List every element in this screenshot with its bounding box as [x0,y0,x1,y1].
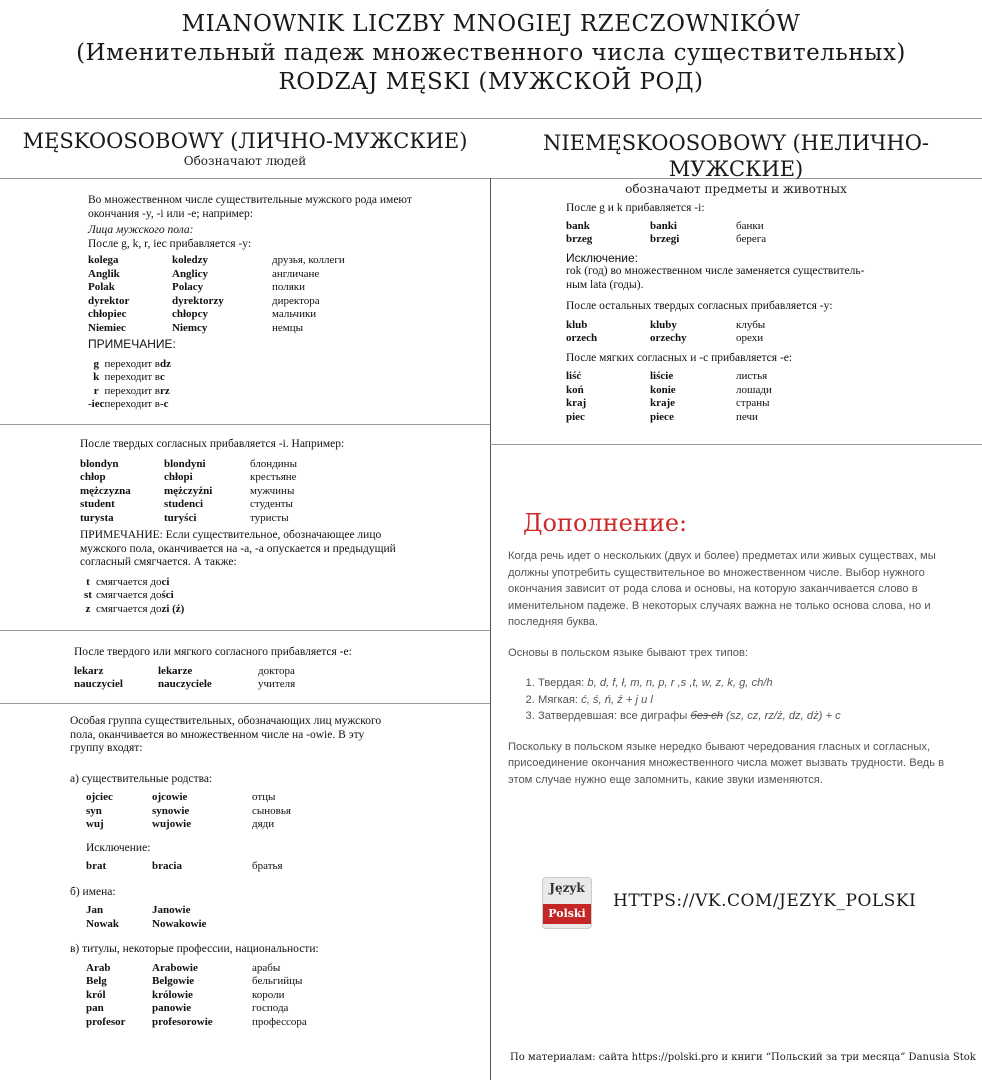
exception-label: Исключение: [566,250,639,265]
table-row [80,485,390,499]
table-row [80,512,390,526]
exception-label: Исключение: [86,841,151,854]
section-rule: После твердого или мягкого согласного прибавляется -e: [74,646,352,658]
singular-word: pan [86,1002,104,1014]
translation: доктора [258,664,295,677]
plural-word: studenci [164,498,204,510]
translation: мужчины [250,484,295,497]
translation: берега [736,233,767,245]
plural-word: synowie [152,804,190,817]
singular-word: ojciec [86,791,113,803]
section-owie-ending [70,715,400,1032]
table-row [80,603,184,617]
singular-word: brzeg [566,233,593,245]
translation: туристы [250,511,289,524]
translation: сыновья [252,804,291,817]
plural-word: kraje [650,397,676,409]
table-row [80,589,184,603]
divider [0,703,490,704]
plural-word: Belgowie [152,975,195,987]
column-divider [490,178,491,1080]
translation: мальчики [272,308,317,320]
plural-word: Arabowie [152,961,198,974]
section-e-ending [74,646,414,695]
addition-section [508,508,968,802]
sound-to: c [160,371,165,383]
plural-word: Janowie [152,904,191,916]
singular-word: orzech [566,332,598,344]
section-rule: После остальных твердых согласных прибавляется -y: [566,300,833,312]
stem-types-list [508,675,968,725]
table-row [74,678,398,692]
sound-change: переходит в [104,371,160,383]
plural-word: koledzy [172,254,209,266]
addition-paragraph: Основы в польском языке бывают трех типов: [508,646,749,659]
sound-from: st [84,589,92,601]
translation: отцы [252,791,276,803]
translation: поляки [272,281,306,293]
plural-word: konie [650,383,676,396]
table-row [566,411,856,425]
list-item: 3. Затвердевшая: все диграфы без ch (sz, cz, rz/ż, dz, dż) + c [538,708,968,725]
sound-change: переходит в [104,357,160,370]
table-row [88,295,412,309]
singular-word: Belg [86,975,107,987]
table-row [566,220,856,234]
table-row [88,398,171,412]
group-label: а) существительные родства: [70,772,213,785]
sound-change-table [80,576,184,617]
left-title: MĘSKOOSOBOWY (ЛИЧНО-МУЖСКИЕ) [22,129,468,153]
singular-word: profesor [86,1015,126,1028]
table-row [88,281,412,295]
plural-word: kluby [650,318,677,331]
right-subtitle: обозначают предметы и животных [625,182,847,196]
table-row [88,254,412,268]
section-italic-label: Лица мужского пола: [88,224,194,236]
section-y-ending [88,194,418,415]
singular-word: chłop [80,471,106,483]
singular-word: chłopiec [88,308,127,320]
singular-word: Nowak [86,917,120,930]
sound-change-table [88,358,171,412]
singular-word: syn [86,804,102,817]
table-row [86,860,372,874]
section-rule: После мягких согласных и -c прибавляется -e: [566,351,793,364]
singular-word: klub [566,318,588,331]
footer-source: По материалам: сайта https://polski.pro и книги “Польский за три месяца” Danusia Stok [510,1052,976,1063]
singular-word: blondyn [80,457,119,470]
sound-from: g [93,357,99,370]
table-row [80,458,390,472]
plural-word: dyrektorzy [172,294,224,307]
singular-word: Polak [88,281,115,293]
plural-word: ojcowie [152,791,188,803]
plural-word: banki [650,219,677,232]
table-row [86,791,372,805]
translation: друзья, коллеги [272,254,345,266]
word-table [86,962,372,1030]
sound-from: -iec [88,398,105,410]
singular-word: mężczyzna [80,484,131,497]
header-title-russian: (Именительный падеж множественного числа существительных) [76,40,906,66]
section-i-ending [80,438,420,619]
left-subtitle: Обозначают людей [183,154,307,168]
sound-change: переходит в [104,398,160,410]
singular-word: student [80,498,115,510]
plural-word: lekarze [158,664,193,677]
jezyk-polski-logo: Język Polski [542,877,592,929]
translation: орехи [736,332,764,344]
divider [0,118,982,119]
sound-to: ści [161,589,174,601]
table-row [566,370,856,384]
table-row [86,918,372,932]
plural-word: Nowakowie [152,917,207,930]
plural-word: nauczyciele [158,678,212,690]
translation: клубы [736,318,766,331]
singular-word: nauczyciel [74,678,123,690]
table-row [566,233,856,247]
plural-word: liście [650,370,674,382]
translation: господа [252,1002,289,1014]
addition-paragraph: Когда речь идет о нескольких (двух и более) предметах или живых существах, мы должны употребить существительное во множественном числе. Выбор нужного окончания зависит от рода слова и основы, на которую заканчивается слово в именительном падеже. В некоторых случаях важна не только основа слова, но и последняя буква. [508,550,936,628]
word-table [566,370,856,424]
singular-word: brat [86,860,107,872]
singular-word: piec [566,410,585,423]
table-row [88,358,171,372]
exception-text: rok (год) во множественном числе заменяется существитель-ным lata (годы). [566,265,865,291]
table-row [88,385,171,399]
plural-word: piece [650,410,674,423]
word-table [566,319,856,346]
table-row [86,1016,372,1030]
sound-from: z [85,602,91,615]
table-row [86,805,372,819]
singular-word: kraj [566,397,587,409]
section-nonpersonal-endings [566,202,886,427]
header-gender: RODZAJ MĘSKI (МУЖСКОЙ РОД) [278,69,704,95]
plural-word: profesorowie [152,1015,213,1028]
note-title: ПРИМЕЧАНИЕ: [88,337,176,351]
right-column-title [490,130,982,196]
header-title-polish: MIANOWNIK LICZBY MNOGIEJ RZECZOWNIKÓW [181,11,801,37]
divider [490,444,982,445]
plural-word: królowie [152,988,193,1001]
vk-link[interactable]: HTTPS://VK.COM/JEZYK_POLSKI [613,891,917,911]
page-header [0,10,982,97]
singular-word: dyrektor [88,294,130,307]
table-row [86,989,372,1003]
translation: студенты [250,498,293,510]
table-row [86,962,372,976]
table-row [566,397,856,411]
addition-title: Дополнение: [523,509,688,537]
singular-word: turysta [80,511,114,524]
plural-word: Polacy [172,281,204,293]
sound-change: переходит в [104,384,160,397]
section-intro: Во множественном числе существительные мужского рода имеют окончания -y, -i или -e; например: [88,194,412,220]
translation: арабы [252,961,281,974]
singular-word: Arab [86,961,111,974]
translation [252,918,372,932]
plural-word: bracia [152,860,182,872]
translation: короли [252,988,285,1001]
group-label: в) титулы, некоторые профессии, национальности: [70,943,319,955]
sound-to: dz [160,357,171,370]
sound-from: k [93,371,100,383]
translation: профессора [252,1015,307,1028]
word-table [86,904,372,931]
group-label: б) имена: [70,885,116,898]
section-intro: Особая группа существительных, обозначающих лиц мужского пола, оканчивается во множественном числе на -owie. В эту группу входят: [70,715,382,754]
translation: крестьяне [250,471,297,483]
translation: англичане [272,267,320,280]
plural-word: wujowie [152,818,192,830]
sound-to: rz [160,384,170,397]
word-table [86,860,372,874]
table-row [80,498,390,512]
table-row [86,818,372,832]
plural-word: mężczyźni [164,484,213,497]
sound-change: смягчается до [96,589,162,601]
translation: бельгийцы [252,975,303,987]
plural-word: blondyni [164,457,206,470]
word-table [566,220,856,247]
table-row [88,308,412,322]
plural-word: Niemcy [172,321,208,334]
plural-word: chłopcy [172,308,209,320]
sound-change: смягчается до [96,602,162,615]
table-row [80,576,184,590]
sound-to: -c [160,398,169,410]
singular-word: Jan [86,904,104,916]
sound-change: смягчается до [96,575,162,588]
translation: страны [736,397,770,409]
addition-paragraph: Поскольку в польском языке нередко бывают чередования гласных и согласных, присоединение окончания множественного числа может вызвать трудности. Ведь в этом случае нужно еще запомнить, какие звуки изменяются. [508,740,945,786]
table-row [86,904,372,918]
word-table [86,791,372,832]
table-row [86,1002,372,1016]
sound-to: ci [161,575,170,588]
table-row [80,471,390,485]
table-row [566,332,856,346]
struck-text: без ch [690,710,723,722]
table-row [74,665,398,679]
list-item: 1. Твердая: b, d, f, ł, m, n, p, r ,s ,t, w, z, k, g, ch/h [538,675,968,692]
singular-word: Anglik [88,267,120,280]
table-row [566,319,856,333]
plural-word: Anglicy [172,267,209,280]
word-table [80,458,390,526]
singular-word: liść [566,370,582,382]
plural-word: panowie [152,1002,192,1014]
table-row [88,371,171,385]
singular-word: koń [566,383,584,396]
singular-word: lekarz [74,664,104,677]
translation: банки [736,219,764,232]
translation: дяди [252,818,275,830]
sound-from: t [86,575,90,588]
singular-word: Niemiec [88,321,126,334]
translation: братья [252,860,283,872]
translation: немцы [272,321,304,334]
right-title: NIEMĘSKOOSOBOWY (НЕЛИЧНО-МУЖСКИЕ) [542,131,930,181]
word-table [88,254,412,335]
table-row [88,322,412,336]
translation: лошади [736,383,772,396]
plural-word: brzegi [650,233,680,245]
translation [252,904,372,918]
sound-to: zi (ź) [161,602,185,615]
section-rule: После g и k прибавляется -i: [566,202,705,214]
word-table [74,665,398,692]
translation: печи [736,410,758,423]
divider [0,424,490,425]
section-rule: После твердых согласных прибавляется -i. Например: [80,438,345,450]
translation: листья [736,370,768,382]
plural-word: turyści [164,511,197,524]
singular-word: król [86,988,106,1001]
singular-word: wuj [86,818,104,830]
section-rule: После g, k, r, iec прибавляется -y: [88,237,252,250]
sound-from: r [93,384,99,397]
table-row [88,268,412,282]
singular-word: kolega [88,254,119,266]
table-row [566,384,856,398]
left-column-title [0,128,490,168]
singular-word: bank [566,219,590,232]
table-row [86,975,372,989]
translation: блондины [250,457,297,470]
section-note: ПРИМЕЧАНИЕ: Если существительное, обозначающее лицо мужского пола, оканчивается на -a, -a опускается и предыдущий согласный смягчается. А также: [80,529,396,568]
translation: директора [272,294,320,307]
translation: учителя [258,678,296,690]
divider [0,630,490,631]
plural-word: chłopi [164,471,193,483]
plural-word: orzechy [650,332,687,344]
list-item: 2. Мягкая: ć, ś, ń, ź + j и l [538,692,968,709]
